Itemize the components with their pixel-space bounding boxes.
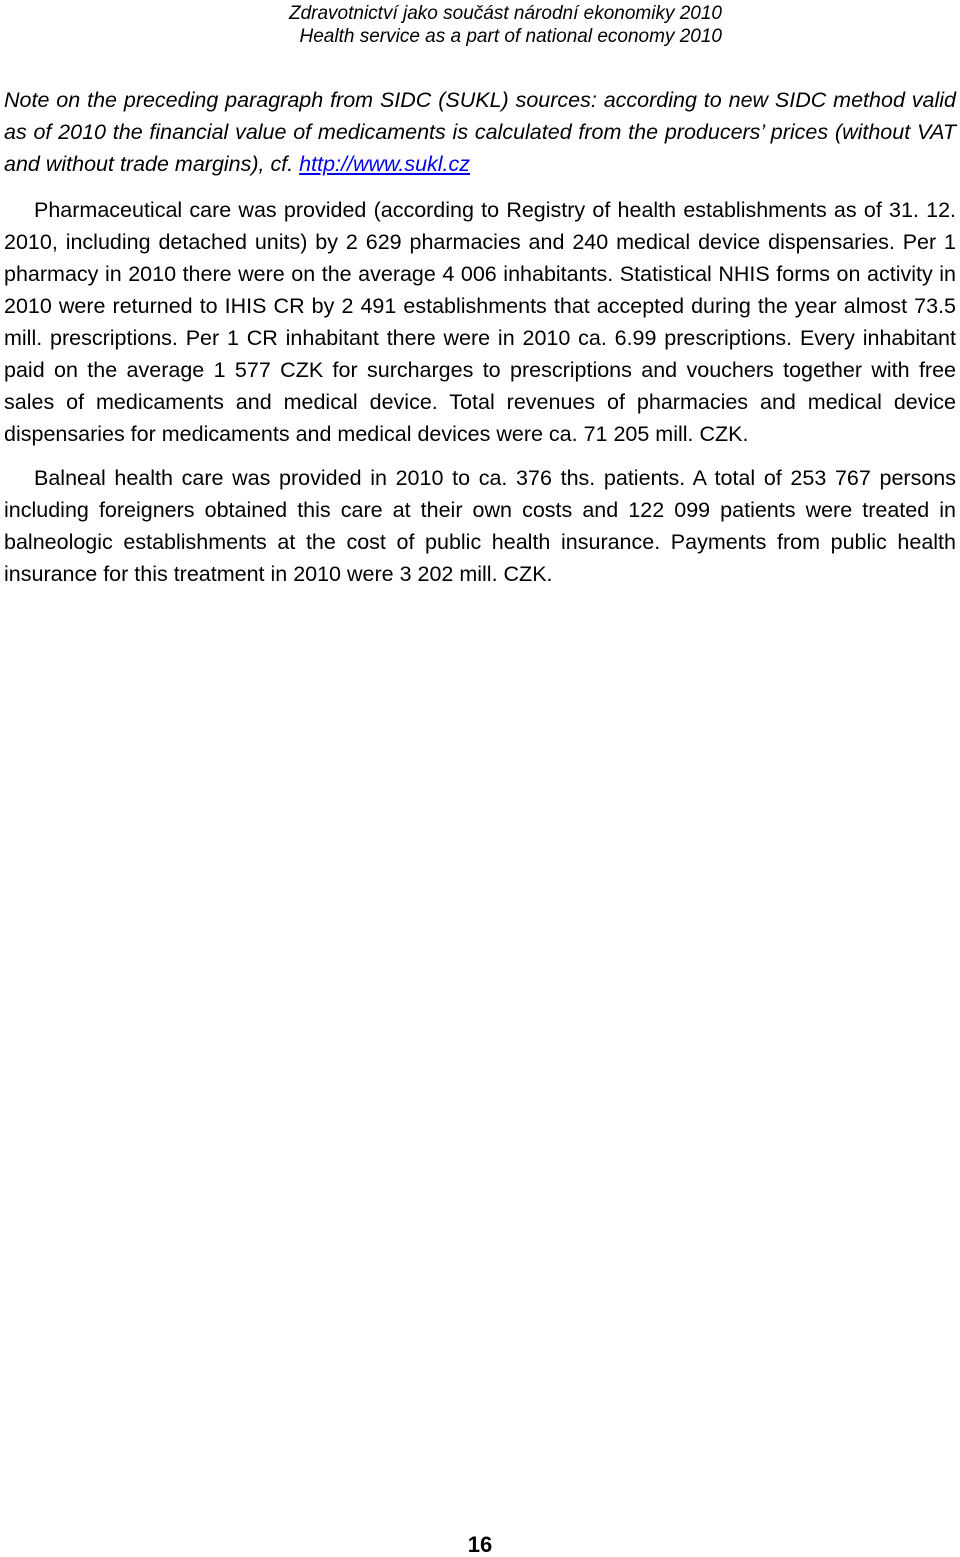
pharmaceutical-care-paragraph: Pharmaceutical care was provided (according to Registry of health establishments as of 31. 12. 2010, including detached units) by 2 629 pharmacies and 240 medical device dispensaries. Per 1 pharmacy in 2010 there were on the average 4 006 inhabitants. Statistical NHIS forms on activity in 2010 were returned to IHIS CR by 2 491 establishments that accepted during the year almost 73.5 mill. prescriptions. Per 1 CR inhabitant there were in 2010 ca. 6.99 prescriptions. Every inhabitant paid on the average 1 577 CZK for surcharges to prescriptions and vouchers together with free sales of medicaments and medical device. Total revenues of pharmacies and medical device dispensaries for medicaments and medical devices were ca. 71 205 mill. CZK.	[4, 198, 956, 446]
note-paragraph	[4, 84, 956, 180]
page-number: 16	[467, 1532, 493, 1557]
balneal-care-paragraph: Balneal health care was provided in 2010 to ca. 376 ths. patients. A total of 253 767 persons including foreigners obtained this care at their own costs and 122 099 patients were treated in balneologic establishments at the cost of public health insurance. Payments from public health insurance for this treatment in 2010 were 3 202 mill. CZK.	[4, 466, 956, 586]
page-body	[4, 84, 956, 590]
header-title-czech: Zdravotnictví jako součást národní ekonomiky 2010	[288, 3, 722, 24]
note-text: Note on the preceding paragraph from SIDC (SUKL) sources: according to new SIDC method valid as of 2010 the financial value of medicaments is calculated from the producers’ prices (without VAT and without trade margins), cf.	[4, 88, 956, 176]
header-title-english: Health service as a part of national economy 2010	[299, 26, 722, 47]
running-header	[289, 2, 722, 48]
sukl-link[interactable]: http://www.sukl.cz	[299, 152, 471, 176]
